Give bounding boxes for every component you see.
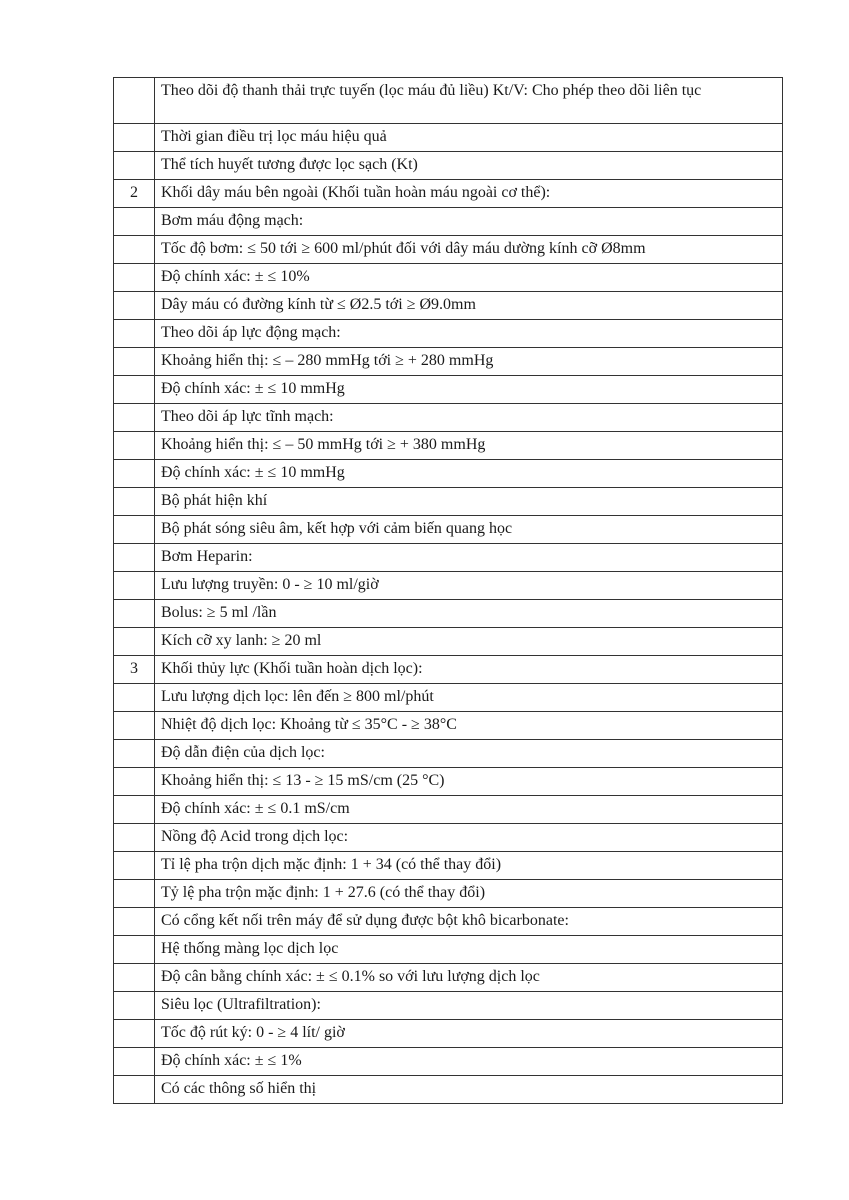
row-text: Nồng độ Acid trong dịch lọc: [155,824,783,852]
row-number: 2 [114,180,155,208]
table-row [114,432,783,460]
row-text: Lưu lượng dịch lọc: lên đến ≥ 800 ml/phút [155,684,783,712]
row-number [114,292,155,320]
row-number [114,936,155,964]
specification-table [113,77,783,1104]
row-text: Hệ thống màng lọc dịch lọc [155,936,783,964]
row-number [114,348,155,376]
table-row [114,908,783,936]
row-number [114,824,155,852]
row-number [114,572,155,600]
row-number [114,236,155,264]
table-row [114,964,783,992]
table-row [114,796,783,824]
row-number [114,992,155,1020]
row-text: Độ chính xác: ± ≤ 10 mmHg [155,460,783,488]
row-text: Kích cỡ xy lanh: ≥ 20 ml [155,628,783,656]
table-row [114,292,783,320]
row-text: Thể tích huyết tương được lọc sạch (Kt) [155,152,783,180]
table-row [114,684,783,712]
row-number [114,432,155,460]
row-text: Dây máu có đường kính từ ≤ Ø2.5 tới ≥ Ø9.0mm [155,292,783,320]
row-text: Tỷ lệ pha trộn mặc định: 1 + 27.6 (có thể thay đổi) [155,880,783,908]
row-text: Tốc độ bơm: ≤ 50 tới ≥ 600 ml/phút đối với dây máu dường kính cỡ Ø8mm [155,236,783,264]
table-row [114,460,783,488]
row-text: Độ chính xác: ± ≤ 10% [155,264,783,292]
row-text: Độ cân bằng chính xác: ± ≤ 0.1% so với lưu lượng dịch lọc [155,964,783,992]
row-number [114,124,155,152]
row-text: Khối thủy lực (Khối tuần hoàn dịch lọc): [155,656,783,684]
table-row [114,180,783,208]
table-row [114,936,783,964]
row-number [114,628,155,656]
table-row [114,1048,783,1076]
table-row [114,992,783,1020]
row-text: Bộ phát sóng siêu âm, kết hợp với cảm biến quang học [155,516,783,544]
row-number [114,908,155,936]
row-number [114,404,155,432]
row-number [114,264,155,292]
table-row [114,488,783,516]
table-row [114,264,783,292]
row-text: Bơm Heparin: [155,544,783,572]
table-row [114,404,783,432]
row-number [114,376,155,404]
table-row [114,572,783,600]
table-row [114,852,783,880]
table-row [114,600,783,628]
row-number [114,1020,155,1048]
row-number [114,796,155,824]
row-text: Theo dõi áp lực động mạch: [155,320,783,348]
row-text: Theo dõi độ thanh thải trực tuyến (lọc máu đủ liều) Kt/V: Cho phép theo dõi liên tục [155,78,783,124]
table-row [114,236,783,264]
table-row [114,656,783,684]
table-row [114,768,783,796]
row-number [114,320,155,348]
row-number [114,768,155,796]
table-row [114,628,783,656]
row-number [114,1076,155,1104]
row-text: Độ chính xác: ± ≤ 1% [155,1048,783,1076]
row-text: Bơm máu động mạch: [155,208,783,236]
table-row [114,1020,783,1048]
row-number [114,488,155,516]
row-text: Thời gian điều trị lọc máu hiệu quả [155,124,783,152]
table-row [114,1076,783,1104]
row-text: Có các thông số hiển thị [155,1076,783,1104]
table-row [114,544,783,572]
row-number [114,152,155,180]
table-row [114,880,783,908]
row-number [114,544,155,572]
table-row [114,348,783,376]
row-number [114,964,155,992]
row-number [114,460,155,488]
row-text: Có cổng kết nối trên máy để sử dụng được bột khô bicarbonate: [155,908,783,936]
table-row [114,824,783,852]
row-text: Siêu lọc (Ultrafiltration): [155,992,783,1020]
row-number [114,880,155,908]
table-row [114,152,783,180]
row-number [114,712,155,740]
row-number [114,684,155,712]
row-number [114,1048,155,1076]
row-text: Khối dây máu bên ngoài (Khối tuần hoàn máu ngoài cơ thể): [155,180,783,208]
row-text: Tỉ lệ pha trộn dịch mặc định: 1 + 34 (có thể thay đổi) [155,852,783,880]
row-text: Theo dõi áp lực tĩnh mạch: [155,404,783,432]
row-number [114,78,155,124]
row-number [114,852,155,880]
row-number [114,740,155,768]
row-text: Độ chính xác: ± ≤ 10 mmHg [155,376,783,404]
table-row [114,712,783,740]
table-row [114,208,783,236]
row-text: Khoảng hiển thị: ≤ – 280 mmHg tới ≥ + 280 mmHg [155,348,783,376]
row-text: Khoảng hiển thị: ≤ 13 - ≥ 15 mS/cm (25 °C) [155,768,783,796]
row-number: 3 [114,656,155,684]
row-text: Độ chính xác: ± ≤ 0.1 mS/cm [155,796,783,824]
table-row [114,740,783,768]
row-number [114,208,155,236]
table-row [114,124,783,152]
row-text: Nhiệt độ dịch lọc: Khoảng từ ≤ 35°C - ≥ 38°C [155,712,783,740]
row-text: Độ dẫn điện của dịch lọc: [155,740,783,768]
table-row [114,516,783,544]
table-row [114,320,783,348]
row-text: Khoảng hiển thị: ≤ – 50 mmHg tới ≥ + 380 mmHg [155,432,783,460]
row-number [114,516,155,544]
row-number [114,600,155,628]
row-text: Lưu lượng truyền: 0 - ≥ 10 ml/giờ [155,572,783,600]
table-row [114,376,783,404]
table-row [114,78,783,124]
row-text: Bộ phát hiện khí [155,488,783,516]
row-text: Tốc độ rút ký: 0 - ≥ 4 lít/ giờ [155,1020,783,1048]
row-text: Bolus: ≥ 5 ml /lần [155,600,783,628]
